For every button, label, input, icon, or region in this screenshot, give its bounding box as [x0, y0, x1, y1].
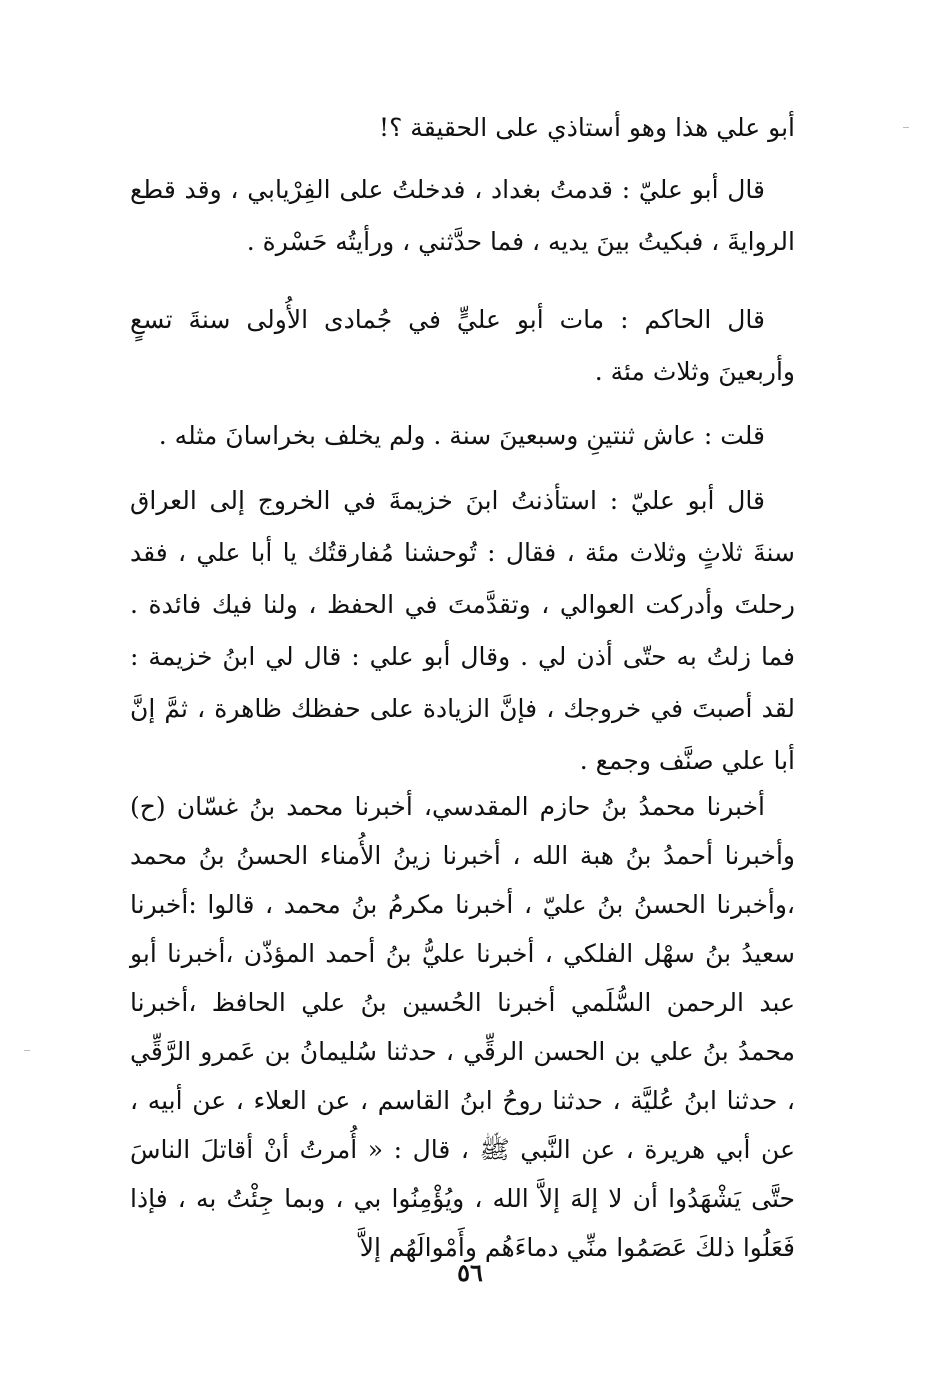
scan-speck [903, 127, 909, 128]
scan-speck [24, 1050, 30, 1051]
paragraph-5: قال أبو عليّ : استأذنتُ ابنَ خزيمةَ في الخروج إلى العراق سنةَ ثلاثٍ وثلاث مئة ، فقال : تُوحشنا مُفارقتُك يا أبا علي ، فقد رحلتَ وأدركت العوالي ، وتقدَّمتَ في الحفظ ، ولنا فيك فائدة . فما زلتُ به حتّى أذن لي . وقال أبو علي : قال لي ابنُ خزيمة : لقد أصبتَ في خروجك ، فإنَّ الزيادة على حفظك ظاهرة ، ثمَّ إنَّ أبا علي صنَّف وجمع . [130, 486, 795, 775]
paragraph-3: قال الحاكم : مات أبو عليٍّ في جُمادى الأُولى سنةَ تسعٍ وأربعينَ وثلاث مئة . [130, 305, 795, 386]
paragraph-4: قلت : عاش ثنتينِ وسبعينَ سنة . ولم يخلف بخراسانَ مثله . [158, 421, 765, 450]
paragraph-1: أبو علي هذا وهو أستاذي على الحقيقة ؟! [379, 113, 795, 142]
page-number: ٥٦ [457, 1258, 483, 1287]
paragraph-2: قال أبو عليّ : قدمتُ بغداد ، فدخلتُ على الفِرْيابي ، وقد قطع الروايةَ ، فبكيتُ بينَ يديه ، فما حدَّثني ، ورأيتُه حَسْرة . [130, 175, 795, 256]
paragraph-6-isnad: أخبرنا محمدُ بنُ حازم المقدسي، أخبرنا محمد بنُ غسّان (ح) وأخبرنا أحمدُ بنُ هبة الله ، أخبرنا زينُ الأُمناء الحسنُ بنُ محمد ،وأخبرنا الحسنُ بنُ عليّ ، أخبرنا مكرمُ بنُ محمد ، قالوا :أخبرنا سعيدُ بنُ سهْل الفلكي ، أخبرنا عليُّ بنُ أحمد المؤذّن ،أخبرنا أبو عبد الرحمن السُّلَمي أخبرنا الحُسين بنُ علي الحافظ ،أخبرنا محمدُ بنُ علي بن الحسن الرقِّي ، حدثنا سُليمانُ بن عَمرو الرَّقِّي ، حدثنا ابنُ عُليَّة ، حدثنا روحُ ابنُ القاسم ، عن العلاء ، عن أبيه ، عن أبي هريرة ، عن النَّبي ﷺ ، قال : « أُمرتُ أنْ أقاتلَ الناسَ حتَّى يَشْهَدُوا أن لا إلهَ إلاَّ الله ، ويُؤْمِنُوا بي ، وبما جِئْتُ به ، فإذا فَعَلُوا ذلكَ عَصَمُوا منِّي دماءَهُم وأَمْوالَهُم إلاَّ [130, 792, 795, 1262]
